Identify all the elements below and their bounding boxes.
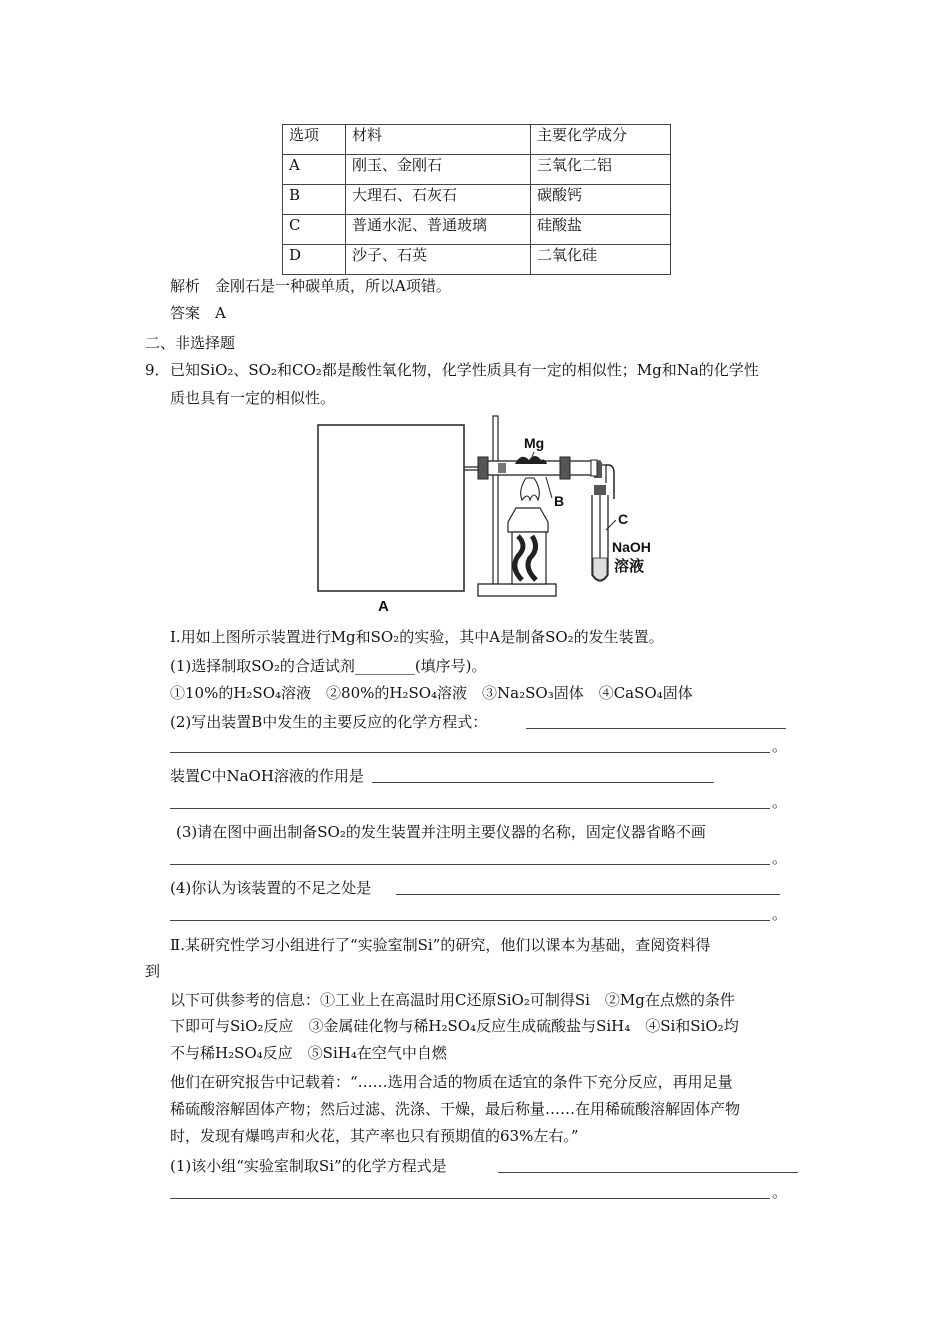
part1-question-3: (3)请在图中画出制备SO₂的发生装置并注明主要仪器的名称，固定仪器省略不画 (176, 823, 706, 841)
table-row (283, 215, 671, 245)
answer-blank[interactable] (170, 752, 770, 753)
question-number: 9． (145, 361, 170, 379)
figure-label-b: B (554, 493, 565, 509)
analysis-text: 解析 金刚石是一种碳单质，所以A项错。 (170, 277, 451, 295)
table-cell: 沙子、石英 (346, 245, 531, 275)
part2-question-1: (1)该小组“实验室制取Si”的化学方程式是 (170, 1157, 447, 1175)
table-cell: 碳酸钙 (531, 185, 671, 215)
period: 。 (772, 905, 788, 923)
answer-blank[interactable] (170, 808, 770, 809)
table-row (283, 155, 671, 185)
answer-blank[interactable] (170, 1198, 770, 1199)
period: 。 (772, 1183, 788, 1201)
table-cell: 刚玉、金刚石 (346, 155, 531, 185)
answer-blank[interactable] (372, 782, 714, 783)
part2-info-line: 下即可与SiO₂反应 ③金属硅化物与稀H₂SO₄反应生成硫酸盐与SiH₄ ④Si和SiO₂均 (170, 1017, 739, 1035)
figure-label-mg: Mg (524, 435, 545, 451)
part1-intro: Ⅰ.用如上图所示装置进行Mg和SO₂的实验，其中A是制备SO₂的发生装置。 (170, 628, 664, 646)
apparatus-figure (312, 412, 672, 617)
table-cell: D (283, 245, 346, 275)
period: 。 (772, 793, 788, 811)
part2-report-line: 他们在研究报告中记载着：“……选用合适的物质在适宜的条件下充分反应，再用足量 (170, 1073, 733, 1091)
answer-text: 答案 A (170, 304, 226, 322)
stand-base (478, 584, 556, 596)
part1-question-2b: 装置C中NaOH溶液的作用是 (170, 767, 364, 785)
part1-question-2: (2)写出装置B中发生的主要反应的化学方程式： (170, 713, 488, 731)
table-cell: A (283, 155, 346, 185)
part1-question-1: (1)选择制取SO₂的合适试剂________(填序号)。 (170, 657, 487, 675)
part2-report-line: 稀硫酸溶解固体产物；然后过滤、洗涤、干燥，最后称量……在用稀硫酸溶解固体产物 (170, 1100, 741, 1118)
table-cell: 大理石、石灰石 (346, 185, 531, 215)
part2-intro-line: Ⅱ.某研究性学习小组进行了“实验室制Si”的研究，他们以课本为基础，查阅资料得 (170, 936, 711, 954)
answer-blank[interactable] (396, 894, 780, 895)
burner (508, 508, 548, 532)
figure-label-c: C (618, 511, 629, 527)
section-title: 二、非选择题 (145, 334, 236, 352)
part2-report-line: 时，发现有爆鸣声和火花，其产率也只有预期值的63%左右。” (170, 1127, 579, 1145)
stand-rod (493, 416, 498, 586)
part1-question-4: (4)你认为该装置的不足之处是 (170, 879, 372, 897)
table-cell: 硅酸盐 (531, 215, 671, 245)
options-table (282, 124, 671, 275)
table-cell: C (283, 215, 346, 245)
table-header-cell: 主要化学成分 (531, 125, 671, 155)
test-tube-stopper (594, 485, 606, 495)
table-cell: B (283, 185, 346, 215)
period: 。 (772, 737, 788, 755)
figure-label-a: A (378, 598, 389, 615)
figure-label-naoh: NaOH (612, 539, 651, 555)
table-cell: 二氧化硅 (531, 245, 671, 275)
table-header-cell: 选项 (283, 125, 346, 155)
part1-options: ①10%的H₂SO₄溶液 ②80%的H₂SO₄溶液 ③Na₂SO₃固体 ④CaSO₄固体 (170, 684, 693, 702)
table-header-cell: 材料 (346, 125, 531, 155)
question-intro-line: 已知SiO₂、SO₂和CO₂都是酸性氧化物，化学性质具有一定的相似性；Mg和Na的化学性 (170, 361, 759, 379)
table-row (283, 185, 671, 215)
answer-blank[interactable] (170, 864, 770, 865)
generator-box (318, 425, 464, 591)
table-row (283, 245, 671, 275)
part2-info-line: 不与稀H₂SO₄反应 ⑤SiH₄在空气中自燃 (170, 1044, 447, 1062)
part2-info-line: 以下可供参考的信息：①工业上在高温时用C还原SiO₂可制得Si ②Mg在点燃的条件 (170, 991, 735, 1009)
table-cell: 三氧化二铝 (531, 155, 671, 185)
figure-label-solution: 溶液 (614, 557, 645, 575)
flame (521, 478, 540, 500)
question-intro-line: 质也具有一定的相似性。 (170, 389, 336, 407)
period: 。 (772, 849, 788, 867)
answer-blank[interactable] (498, 1172, 798, 1173)
table-cell: 普通水泥、普通玻璃 (346, 215, 531, 245)
part2-intro-line: 到 (145, 962, 161, 980)
answer-blank[interactable] (526, 728, 786, 729)
table-header-row (283, 125, 671, 155)
answer-blank[interactable] (170, 920, 770, 921)
